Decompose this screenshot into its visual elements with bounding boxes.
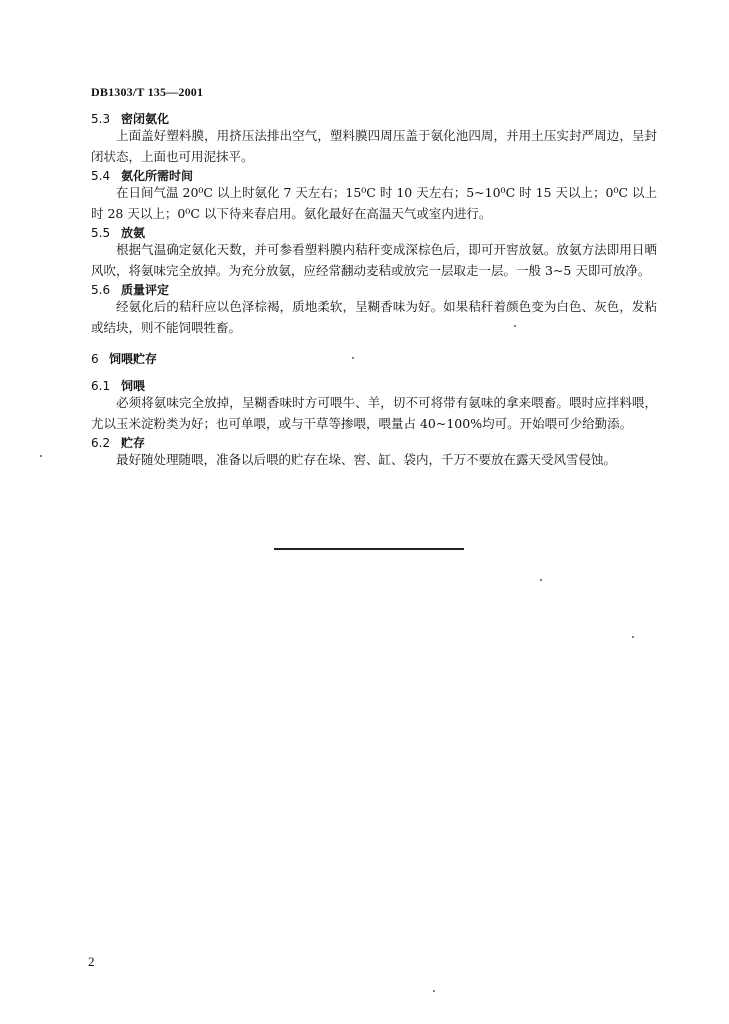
scan-speck xyxy=(352,357,354,359)
section-title: 饲喂 xyxy=(121,379,146,393)
chapter-number: 6 xyxy=(91,352,99,366)
section-title: 贮存 xyxy=(121,436,146,450)
scan-speck xyxy=(433,990,435,992)
section-body-5-4: 在日间气温 20⁰C 以上时氨化 7 天左右；15⁰C 时 10 天左右；5~10⁰C 时 15 天以上；0⁰C 以上时 28 天以上；0⁰C 以下待来春启用。氨化最好在高温天气或室内进行。 xyxy=(91,185,657,221)
section-number: 5.4 xyxy=(91,169,111,183)
section-title: 密闭氨化 xyxy=(121,112,170,126)
chapter-heading-6 xyxy=(91,350,157,367)
section-number: 6.2 xyxy=(91,436,111,450)
section-title: 放氨 xyxy=(121,226,146,240)
end-of-document-rule xyxy=(274,548,464,550)
section-body-6-1: 必须将氨味完全放掉，呈糊香味时方可喂牛、羊，切不可将带有氨味的拿来喂畜。喂时应拌料喂，尤以玉米淀粉类为好；也可单喂，或与干草等掺喂，喂量占 40~100%均可。开始喂可少给勤添。 xyxy=(91,395,657,431)
page-number: 2 xyxy=(88,954,95,969)
section-body-5-3: 上面盖好塑料膜，用挤压法排出空气，塑料膜四周压盖于氨化池四周，并用土压实封严周边，呈封闭状态，上面也可用泥抹平。 xyxy=(91,128,657,164)
scan-speck xyxy=(632,636,634,638)
scan-speck xyxy=(40,455,42,457)
section-number: 5.6 xyxy=(91,283,111,297)
section-body-5-5: 根据气温确定氨化天数，并可参看塑料膜内秸秆变成深棕色后，即可开窖放氨。放氨方法即用日晒风吹，将氨味完全放掉。为充分放氨，应经常翻动麦秸或放完一层取走一层。一般 3~5 天即可放净。 xyxy=(91,242,657,278)
section-title: 氨化所需时间 xyxy=(121,169,194,183)
document-code-header: DB1303/T 135—2001 xyxy=(91,85,204,99)
section-body-5-6: 经氨化后的秸秆应以色泽棕褐，质地柔软，呈糊香味为好。如果秸秆着颜色变为白色、灰色，发粘或结块，则不能饲喂牲畜。 xyxy=(91,299,657,335)
section-body-6-2: 最好随处理随喂，准备以后喂的贮存在垛、窖、缸、袋内，千万不要放在露天受风雪侵蚀。 xyxy=(116,452,617,467)
section-number: 5.5 xyxy=(91,226,111,240)
section-number: 6.1 xyxy=(91,379,111,393)
section-title: 质量评定 xyxy=(121,283,170,297)
scan-speck xyxy=(540,579,542,581)
section-number: 5.3 xyxy=(91,112,111,126)
scan-speck xyxy=(514,325,516,327)
chapter-title: 饲喂贮存 xyxy=(109,352,158,366)
